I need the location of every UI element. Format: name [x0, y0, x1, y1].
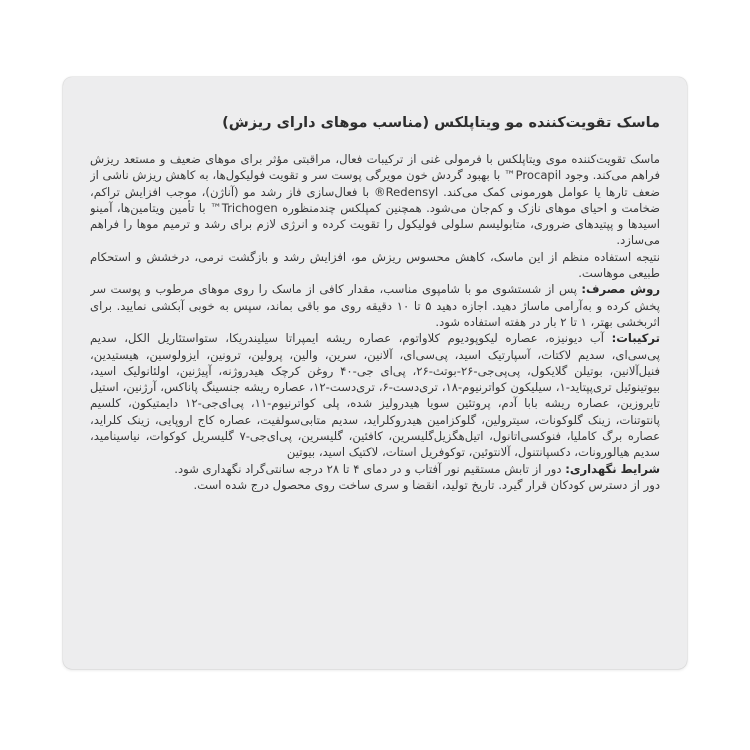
product-title: ماسک تقویت‌کننده مو ویتاپلکس (مناسب موهای دارای ریزش): [222, 115, 660, 131]
storage-label: شرایط نگهداری:: [565, 461, 660, 476]
ingredients-label: ترکیبات:: [611, 331, 660, 346]
storage-text-1: دور از تابش مستقیم نور آفتاب و در دمای ۴ تا ۲۸ درجه سانتی‌گراد نگهداری شود.: [174, 461, 562, 476]
storage-section: [90, 461, 660, 477]
usage-label: روش مصرف:: [581, 282, 660, 297]
description-paragraph: ماسک تقویت‌کننده موی ویتاپلکس با فرمولی غنی از ترکیبات فعال، مراقبتی مؤثر برای موهای ضعیف و مستعد ریزش فراهم می‌کند. وجود Procapil™ با بهبود گردش خون مویرگی پوست سر و تقویت فولیکول‌ها، به کاهش ریزش ناشی از ضعف تارها یا عوامل هورمونی کمک می‌کند. Redensyl® با فعال‌سازی فاز رشد مو (آناژن)، موجب افزایش تراکم، ضخامت و احیای موهای نازک و کم‌جان می‌شود. همچنین کمپلکس چندمنظوره Trichogen™ با تأمین ویتامین‌ها، آمینو اسیدها و پپتیدهای ضروری، متابولیسم سلولی فولیکول را تقویت کرده و انرژی لازم برای رشد و ترمیم موها را فراهم می‌سازد.: [90, 152, 660, 248]
ingredients-section: [90, 330, 660, 460]
result-paragraph: نتیجه استفاده منظم از این ماسک، کاهش محسوس ریزش مو، افزایش رشد و بازگشت نرمی، درخشش و استحکام طبیعی موهاست.: [90, 249, 660, 281]
ingredients-text: آب دیونیزه، عصاره لیکوپودیوم کلاواتوم، عصاره ریشه ایمپراتا سیلیندریکا، ستواستئاریل الکل، سدیم پی‌سی‌ای، سدیم لاکتات، آسپارتیک اسید، پی‌سی‌ای، آلانین، سرین، والین، پرولین، ترونین، ایزولوسین، هیستیدین، فنیل‌آلانین، بوتیلن گلایکول، پی‌پی‌جی-۲۶-بوتث-۲۶، پی‌ای جی-۴۰ روغن کرچک هیدروژنه، آپیژنین، اولئانولیک اسید، بیوتینوئیل تری‌پپتاید-۱، سیلیکون کواترنیوم-۱۸، تری‌دست-۶، تری‌دست-۱۲، عصاره ریشه جنسینگ پاناکس، آرژنین، استیل تایروزین، عصاره ریشه بابا آدم، پروتئین سویا هیدرولیز شده، پلی کواترنیوم-۱۱، پی‌ای‌جی-۱۲ دایمتیکون، کلسیم پانتوتنات، زینک گلوکونات، سیترولین، گلوکزامین هیدروکلراید، سدیم متابی‌سولفیت، عصاره کاج اروپایی، زینک کلراید، عصاره برگ کاملیا، فنوکسی‌اتانول، اتیل‌هگزیل‌گلیسرین، کافئین، گلیسرین، پی‌ای‌جی-۷ گلیسریل کوکوات، نیاسینامید، سدیم هیالورونات، دکسپانتنول، آلانتوئین، توکوفریل استات، لاکتیک اسید، بیوتین: [90, 331, 660, 460]
usage-text: پس از شستشوی مو با شامپوی مناسب، مقدار کافی از ماسک را روی موهای مرطوب و پوست سر پخش کرده و به‌آرامی ماساژ دهید. اجازه دهید ۵ تا ۱۰ دقیقه روی مو باقی بماند، سپس به خوبی آبکشی نمایید. برای اثربخشی بهتر، ۱ تا ۲ بار در هفته استفاده شود.: [90, 282, 660, 329]
usage-section: [90, 281, 660, 330]
product-info-text: [90, 113, 660, 613]
storage-text-2: دور از دسترس کودکان قرار گیرد. تاریخ تولید، انقضا و سری ساخت روی محصول درج شده است.: [193, 477, 660, 492]
